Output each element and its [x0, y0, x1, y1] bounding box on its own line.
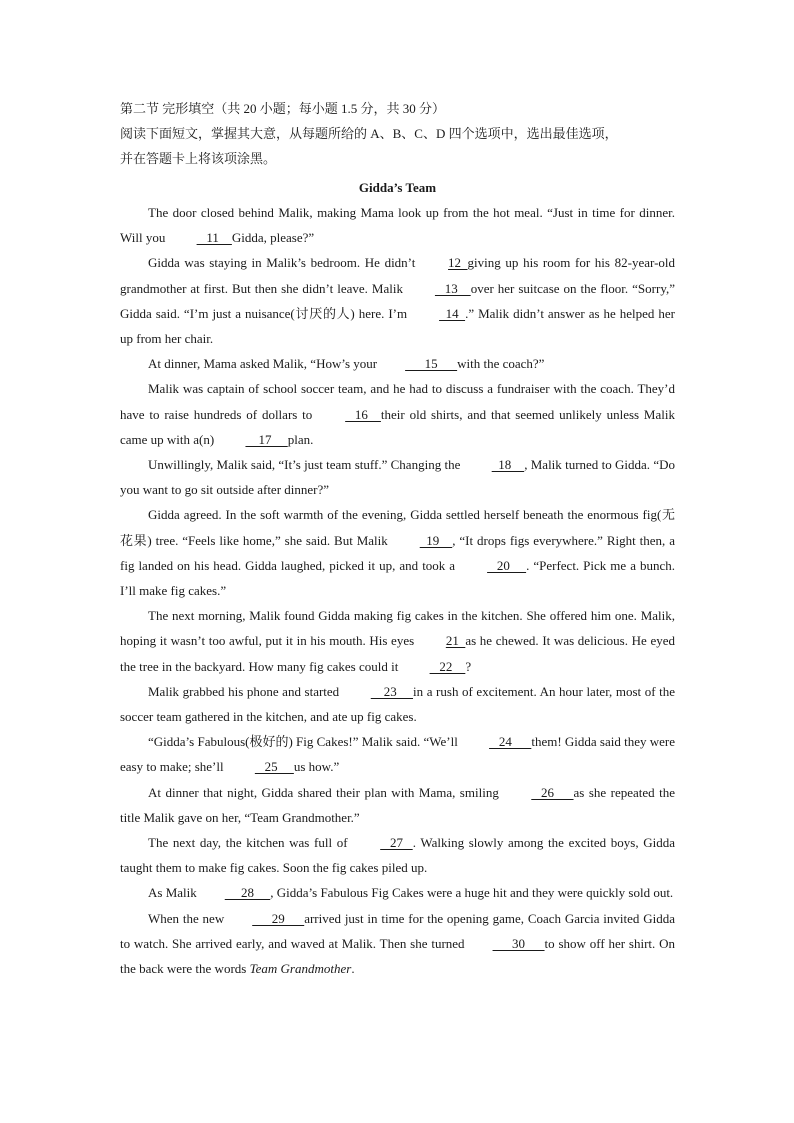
blank-16: 16 — [345, 406, 381, 422]
section-heading: 第二节 完形填空（共 20 小题；每小题 1.5 分，共 30 分） — [120, 101, 446, 116]
text: The next morning, Malik found Gidda making fig cakes in the kitchen. She offered him one. Malik, hoping it wasn’t too awful, put it in his mouth. His eyes — [120, 608, 675, 649]
blank-29: 29 — [252, 910, 305, 926]
text: At dinner, Mama asked Malik, “How’s your — [148, 356, 378, 372]
blank-17: 17 — [245, 431, 288, 447]
paragraph-11 — [120, 830, 675, 880]
text: us how.” — [293, 759, 340, 775]
text: When the new — [148, 910, 225, 926]
story-title: Gidda’s Team — [358, 180, 437, 195]
text: .” Malik didn’t answer as he helped her up from her chair. — [120, 305, 675, 347]
italic-title: Team Grandmother — [249, 961, 352, 977]
text: Malik grabbed his phone and started — [148, 683, 343, 699]
blank-22: 22 — [429, 658, 466, 674]
paragraph-4 — [120, 376, 675, 452]
paragraph-7 — [120, 603, 675, 679]
text: them! Gidda said they were easy to make; she’ll — [120, 734, 676, 775]
text: , Gidda’s Fabulous Fig Cakes were a huge hit and they were quickly sold out. — [270, 885, 674, 901]
text: arrived just in time for the opening game, Coach Garcia invited Gidda to watch. She arrived early, and waved at Malik. Then she turned — [120, 910, 675, 951]
text: , Malik turned to Gidda. “Do you want to go sit outside after dinner?” — [120, 457, 675, 498]
paragraph-5 — [120, 452, 675, 502]
blank-28: 28 — [224, 885, 271, 901]
paragraph-12 — [120, 880, 675, 905]
blank-21: 21 — [445, 633, 466, 649]
blank-23: 23 — [370, 683, 414, 699]
blank-14: 14 — [439, 305, 466, 321]
text: The next day, the kitchen was full of — [148, 835, 353, 851]
blank-30: 30 — [492, 935, 545, 951]
text: . “Perfect. Pick me a bunch. I’ll make fig cakes.” — [120, 557, 675, 599]
blank-18: 18 — [491, 457, 525, 473]
text: At dinner that night, Gidda shared their plan with Mama, smiling — [148, 784, 504, 800]
text: plan. — [287, 431, 314, 447]
text: as he chewed. It was delicious. He eyed the tree in the backyard. How many fig cakes could it — [120, 633, 675, 674]
paragraph-3 — [120, 351, 675, 376]
instruction-line-2: 并在答题卡上将该项涂黑。 — [120, 151, 277, 166]
text: ? — [465, 658, 472, 674]
text: to show off her shirt. On the back were the words — [120, 935, 675, 977]
text: Malik was captain of school soccer team, and he had to discuss a fundraiser with the coach. They’d have to raise hundreds of dollars to — [120, 381, 675, 422]
blank-12: 12 — [448, 255, 468, 271]
blank-25: 25 — [254, 759, 294, 775]
text: over her suitcase on the floor. “Sorry,” Gidda said. “I’m just a nuisance(讨厌的人) here. I’m — [120, 280, 675, 321]
instruction-line-1: 阅读下面短文，掌握其大意，从每题所给的 A、B、C、D 四个选项中，选出最佳选项， — [120, 126, 618, 141]
text: As Malik — [148, 885, 197, 901]
paragraph-6 — [120, 502, 675, 603]
blank-24: 24 — [489, 734, 532, 750]
text: Gidda, please?” — [231, 230, 315, 246]
text: their old shirts, and that seemed unlikely unless Malik came up with a(n) — [120, 406, 675, 447]
text: with the coach?” — [457, 356, 545, 372]
paragraph-8 — [120, 679, 675, 729]
paragraph-9 — [120, 729, 675, 779]
paragraph-10 — [120, 780, 675, 830]
text: “Gidda’s Fabulous(极好的) Fig Cakes!” Malik said. “We’ll — [148, 734, 462, 750]
paragraph-1 — [120, 200, 675, 250]
blank-11: 11 — [196, 230, 232, 246]
paragraph-2 — [120, 250, 675, 351]
blank-19: 19 — [419, 532, 453, 548]
text: , “It drops figs everywhere.” Right then, a fig landed on his head. Gidda laughed, picked it up, and took a — [120, 532, 675, 573]
exam-page — [120, 96, 675, 981]
text: . — [351, 961, 355, 977]
blank-27: 27 — [380, 835, 413, 851]
text: giving up his room for his 82-year-old grandmother at first. But then she didn’t leave. Malik — [120, 255, 676, 296]
text: Gidda was staying in Malik’s bedroom. He didn’t — [148, 255, 421, 271]
text: in a rush of excitement. An hour later, most of the soccer team gathered in the kitchen, and ate up fig cakes. — [120, 683, 675, 725]
blank-15: 15 — [405, 356, 458, 372]
text: The door closed behind Malik, making Mama look up from the hot meal. “Just in time for dinner. Will you — [120, 205, 675, 246]
blank-20: 20 — [487, 557, 527, 573]
blank-13: 13 — [434, 280, 471, 296]
paragraph-13 — [120, 906, 675, 982]
text: as she repeated the title Malik gave on her, “Team Grandmother.” — [120, 784, 675, 825]
blank-26: 26 — [531, 784, 574, 800]
text: Gidda agreed. In the soft warmth of the evening, Gidda settled herself beneath the enormous fig(无花果) tree. “Feels like home,” she said. But Malik — [120, 507, 675, 548]
text: Unwillingly, Malik said, “It’s just team stuff.” Changing the — [148, 457, 464, 473]
text: . Walking slowly among the excited boys, Gidda taught them to make fig cakes. Soon the fig cakes piled up. — [120, 835, 675, 876]
